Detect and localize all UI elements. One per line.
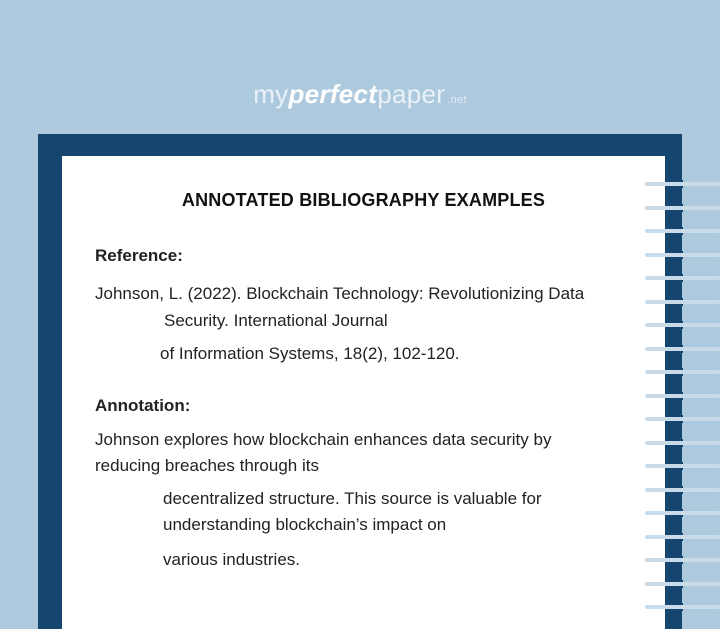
brand-tld: .net <box>447 94 467 106</box>
annotation-line: decentralized structure. This source is valuable for <box>163 489 542 508</box>
spiral-binding <box>645 182 720 622</box>
binding-ring <box>645 417 720 421</box>
brand-highlight: perfect <box>288 79 378 109</box>
brand-prefix: my <box>253 79 289 109</box>
reference-line: Security. International Journal <box>164 311 388 330</box>
binding-ring <box>645 511 720 515</box>
binding-ring <box>645 323 720 327</box>
brand-logo <box>0 76 720 112</box>
binding-ring <box>645 394 720 398</box>
binding-ring <box>645 229 720 233</box>
binding-ring <box>645 488 720 492</box>
binding-ring <box>645 582 720 586</box>
reference-heading: Reference: <box>95 246 183 265</box>
annotation-line: understanding blockchain’s impact on <box>163 515 447 534</box>
binding-ring <box>645 347 720 351</box>
binding-ring <box>645 464 720 468</box>
binding-ring <box>645 276 720 280</box>
binding-ring <box>645 182 720 186</box>
reference-line: of Information Systems, 18(2), 102-120. <box>160 344 460 363</box>
document-title: ANNOTATED BIBLIOGRAPHY EXAMPLES <box>181 190 546 210</box>
document-page <box>62 156 665 629</box>
binding-ring <box>645 370 720 374</box>
binding-ring <box>645 253 720 257</box>
annotation-line: Johnson explores how blockchain enhances data security by <box>95 430 552 449</box>
binding-ring <box>645 300 720 304</box>
binding-ring <box>645 206 720 210</box>
annotation-line: reducing breaches through its <box>95 456 319 475</box>
annotation-heading: Annotation: <box>95 396 191 415</box>
binding-ring <box>645 535 720 539</box>
binding-ring <box>645 605 720 609</box>
brand-suffix: paper <box>377 79 446 109</box>
reference-line: Johnson, L. (2022). Blockchain Technology: Revolutionizing Data <box>95 284 585 303</box>
binding-ring <box>645 558 720 562</box>
binding-ring <box>645 441 720 445</box>
annotation-line: various industries. <box>163 550 301 569</box>
